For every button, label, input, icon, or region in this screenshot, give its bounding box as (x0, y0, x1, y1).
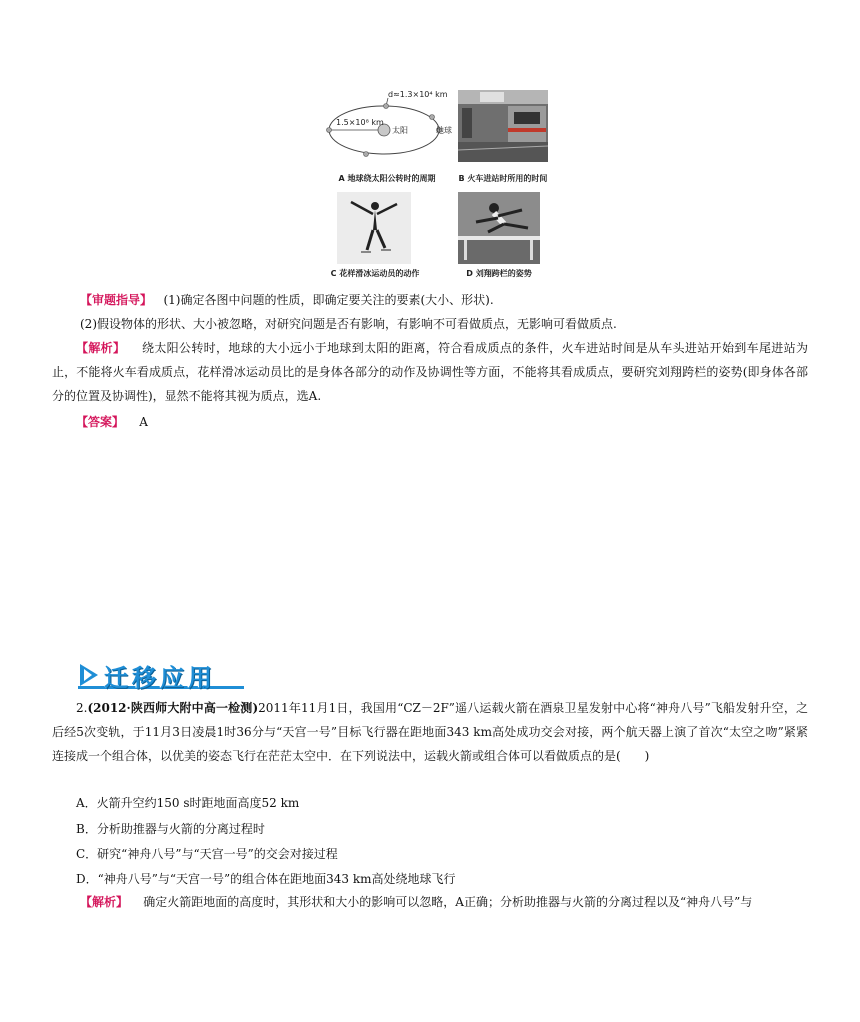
guidance-tag: 【审题指导】 (80, 293, 153, 307)
section-banner (78, 658, 244, 692)
option-a: A．火箭升空约150 s时距地面高度52 km (76, 796, 300, 810)
option-c: C．研究“神舟八号”与“天宫一号”的交会对接过程 (76, 847, 338, 861)
question-2-number: 2. (76, 701, 88, 715)
analysis-2 (80, 890, 816, 914)
answer-1-tag: 【答案】 (76, 415, 125, 429)
caption-d: D 刘翔跨栏的姿势 (466, 269, 532, 278)
analysis-2-text: 确定火箭距地面的高度时，其形状和大小的影响可以忽略，A正确；分析助推器与火箭的分离过程以及“神舟八号”与 (143, 895, 753, 909)
answer-1-value: A (139, 415, 148, 429)
analysis-1-text: 绕太阳公转时，地球的大小远小于地球到太阳的距离，符合看成质点的条件，火车进站时间是从车头进站开始到车尾进站为止，不能将火车看成质点，花样滑冰运动员比的是身体各部分的动作及协调性等方面，不能将其看成质点，要研究刘翔跨栏的姿势(即身体各部分的位置及协调性)，显然不能将其视为质点，选A. (52, 341, 808, 403)
guidance-line-2 (80, 312, 800, 336)
guidance-text-1: (1)确定各图中问题的性质，即确定要关注的要素(大小、形状). (163, 293, 494, 307)
answer-1 (76, 410, 148, 434)
distance-label: d≈1.3×10⁴ km (388, 90, 448, 99)
hurdler-photo (458, 192, 540, 264)
sun-label: 太阳 (392, 126, 408, 135)
figure-panel-a (322, 88, 450, 160)
option-d: D．“神舟八号”与“天宫一号”的组合体在距地面343 km高处绕地球飞行 (76, 872, 456, 886)
guidance-text-2: (2)假设物体的形状、大小被忽略，对研究问题是否有影响，有影响不可看做质点，无影响可看做质点. (80, 317, 617, 331)
banner-title: 迁移应用 (104, 664, 216, 692)
skater-photo (337, 192, 411, 264)
question-2 (52, 696, 808, 768)
earth-label: 地球 (436, 126, 452, 135)
question-2-text: 2011年11月1日，我国用“CZ－2F”遥八运载火箭在酒泉卫星发射中心将“神舟八号”飞船发射升空，之后经5次变轨，于11月3日凌晨1时36分与“天宫一号”目标飞行器在距地面343 km高处成功交会对接，两个航天器上演了首次“太空之吻”紧紧连接成一个组合体，以优美的姿态飞行在茫茫太空中．在下列说法中，运载火箭或组合体可以看做质点的是( ) (52, 701, 809, 763)
radius-label: 1.5×10⁸ km (336, 118, 384, 127)
question-2-source: (2012·陕西师大附中高一检测) (87, 701, 259, 715)
analysis-1 (52, 336, 808, 408)
hurdler-icon (458, 192, 540, 264)
train-photo (458, 90, 548, 162)
train-icon (458, 90, 548, 162)
option-b: B．分析助推器与火箭的分离过程时 (76, 822, 265, 836)
caption-a: A 地球绕太阳公转时的周期 (338, 174, 436, 183)
analysis-2-tag: 【解析】 (80, 895, 129, 909)
guidance-line-1 (80, 288, 800, 312)
analysis-1-tag: 【解析】 (76, 341, 126, 355)
caption-b: B 火车进站时所用的时间 (458, 174, 548, 183)
caption-c: C 花样滑冰运动员的动作 (330, 269, 420, 278)
figure-skater-icon (337, 192, 411, 264)
